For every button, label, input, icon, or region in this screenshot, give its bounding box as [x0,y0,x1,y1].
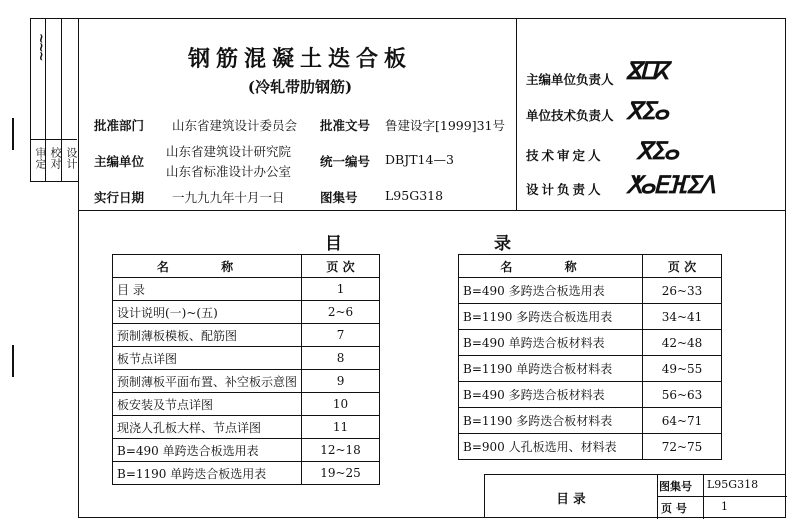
chief-editor-value-2: 山东省标准设计办公室 [166,164,292,179]
binding-mark-top [12,118,14,150]
table-row: 设计说明(一)~(五) 2~6 [113,301,380,324]
table-row: B=1190 单跨迭合板材料表 49~55 [459,356,722,382]
col-page-header: 页 次 [302,255,380,278]
table-row: B=900 人孔板选用、材料表 72~75 [459,434,722,460]
approver-signature-3: ⴳⵉⴰ [636,136,678,165]
table-row: 预制薄板平面布置、补空板示意图 9 [113,370,380,393]
title-block-set-value: L95G318 [707,478,759,491]
header-bottom-line [78,210,786,211]
table-row: B=490 单跨迭合板材料表 42~48 [459,330,722,356]
approval-dept-label: 批准部门 [94,118,145,133]
col-page-header: 页 次 [643,255,722,278]
toc-heading-right: 录 [494,234,511,254]
table-row: B=1190 单跨迭合板选用表 19~25 [113,462,380,485]
approver-signature-2: ⴳⵉⴰ [626,96,668,125]
title-block-page-value: 1 [721,500,728,513]
col-name-header: 名 称 [113,255,302,278]
table-row: 板安装及节点详图 10 [113,393,380,416]
atlas-number-value: L95G318 [385,188,444,203]
chief-editor-label: 主编单位 [94,154,145,169]
toc-heading-left: 目 [325,234,342,254]
approver-signature-1: ⴵⵎⴽ [626,56,667,85]
table-row: B=490 多跨迭合板选用表 26~33 [459,278,722,304]
chief-editor-value-1: 山东省建筑设计研究院 [166,144,292,159]
unified-number-label: 统一编号 [320,154,371,169]
page-title: 钢筋混凝土迭合板 [187,46,412,72]
approver-label-1: 主编单位负责人 [526,72,614,87]
toc-table-left [112,254,380,485]
header-split-line [516,18,517,210]
table-row: 预制薄板模板、配筋图 7 [113,324,380,347]
approver-label-3: 技术审定人 [526,148,604,163]
side-mark-2: 校对 [49,147,62,169]
side-mark-3: 设计 [65,147,78,169]
side-sign-strip [30,18,78,182]
title-block-set-label: 图集号 [659,480,692,493]
title-block-page-label: 页 号 [661,502,687,515]
side-signature-scribble: ~~~ [33,33,48,60]
table-row: 目 录 1 [113,278,380,301]
table-row: 板节点详图 8 [113,347,380,370]
approval-dept-value: 山东省建筑设计委员会 [172,118,298,133]
table-row: B=490 多跨迭合板材料表 56~63 [459,382,722,408]
binding-mark-bottom [12,345,14,377]
approval-doc-label: 批准文号 [320,118,371,133]
title-block-name: 目 录 [556,491,586,506]
col-name-header: 名 称 [459,255,643,278]
effective-date-value: 一九九九年十月一日 [172,190,285,205]
table-header-row [459,255,722,278]
side-mark-1: 审定 [34,147,47,169]
table-header-row [113,255,380,278]
effective-date-label: 实行日期 [94,190,145,205]
toc-table-right [458,254,722,460]
page-subtitle: (冷轧带肋钢筋) [247,78,353,96]
atlas-number-label: 图集号 [320,190,358,205]
title-block [484,474,786,518]
approver-label-2: 单位技术负责人 [526,108,614,123]
approver-label-4: 设计负责人 [526,182,604,197]
approver-signature-4: ⵅⴰⴹⴼⵉⴷ [626,170,713,199]
table-row: 现浇人孔板大样、节点详图 11 [113,416,380,439]
table-row: B=1190 多跨迭合板选用表 34~41 [459,304,722,330]
table-row: B=1190 多跨迭合板材料表 64~71 [459,408,722,434]
unified-number-value: DBJT14—3 [385,152,454,167]
approval-doc-value: 鲁建设字[1999]31号 [385,118,505,133]
table-row: B=490 单跨迭合板选用表 12~18 [113,439,380,462]
